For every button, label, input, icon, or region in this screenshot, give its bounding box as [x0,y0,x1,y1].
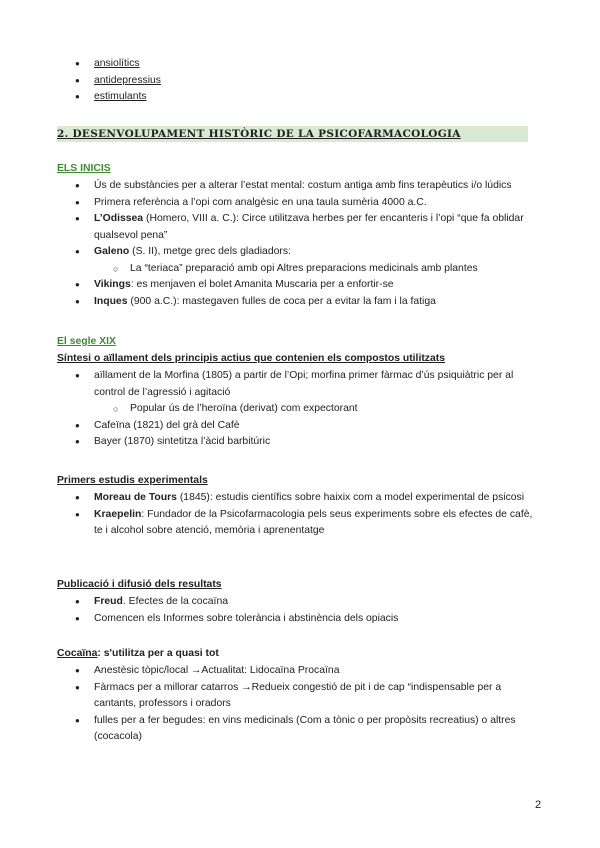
sub-list-item: ○ La “teriaca” preparació amb opi Altres preparacions medicinals amb plantes [0,261,600,278]
list-item: ● Ús de substàncies per a alterar l’estat mental: costum antiga amb fins terapèutics i/o lúdics [0,178,600,195]
list-item: ● Moreau de Tours (1845): estudis científics sobre haixix com a model experimental de psicosi [0,490,600,507]
list-item: ● Anestèsic tòpic/local →Actualitat: Lidocaïna Procaïna [0,663,600,680]
section-heading: 2. DESENVOLUPAMENT HISTÒRIC DE LA PSICOFARMACOLOGIA [57,126,528,142]
list-item: ● ansiolítics [0,56,600,73]
list-item: ● antidepressius [0,73,600,90]
list-item: ● Cafeïna (1821) del grà del Cafè [0,418,600,435]
list-item: ● Fàrmacs per a millorar catarros →Redueix congestió de pit i de cap “indispensable per a cantants, professors i oradors [0,680,600,713]
sintesi-list [0,368,600,451]
list-item: ● aïllament de la Morfina (1805) a partir de l’Opi; morfina primer fàrmac d’ús psiquiàtric per al control de l’agressió i agitació [0,368,600,401]
list-item: ● Inques (900 a.C.): mastegaven fulles de coca per a evitar la fam i la fatiga [0,294,600,311]
drug-types-list [0,56,600,106]
segle-xix-heading: El segle XIX [57,336,116,347]
list-item: ● Galeno (S. II), metge grec dels gladiadors: [0,244,600,261]
list-item: ● Vikings: es menjaven el bolet Amanita Muscaria per a enfortir-se [0,277,600,294]
list-item: ● fulles per a fer begudes: en vins medicinals (Com a tònic o per propòsits recreatius) o altres (cocacola) [0,713,600,746]
publicacio-list [0,594,600,627]
els-inicis-heading: ELS INICIS [57,163,111,174]
publicacio-heading: Publicació i difusió dels resultats [57,579,222,590]
list-item: ● Primera referència a l’opi com analgèsic en una taula sumèria 4000 a.C. [0,195,600,212]
list-item: ● L’Odissea (Homero, VIII a. C.): Circe utilitzava herbes per fer encanteris i l’opi “que fa oblidar qualsevol pena” [0,211,600,244]
list-item: ● estimulants [0,89,600,106]
sintesi-heading: Síntesi o aïllament dels principis actius que contenien els compostos utilitzats [57,353,446,364]
cocaina-list [0,663,600,746]
list-item: ● Freud. Efectes de la cocaïna [0,594,600,611]
page-number: 2 [535,799,542,811]
list-item: ● Bayer (1870) sintetitza l’àcid barbitúric [0,434,600,451]
sub-list-item: ○ Popular ús de l’heroïna (derivat) com expectorant [0,401,600,418]
cocaina-heading: Cocaïna: s'utilitza per a quasi tot [57,648,219,659]
list-item: ● Kraepelin: Fundador de la Psicofarmacologia pels seus experiments sobre els efectes de cafè, te i alcohol sobre atenció, memòria i aprenentatge [0,507,600,540]
estudis-heading: Primers estudis experimentals [57,475,208,486]
estudis-list [0,490,600,540]
list-item: ● Comencen els Informes sobre tolerància i abstinència dels opiacis [0,611,600,628]
inicis-list [0,178,600,310]
